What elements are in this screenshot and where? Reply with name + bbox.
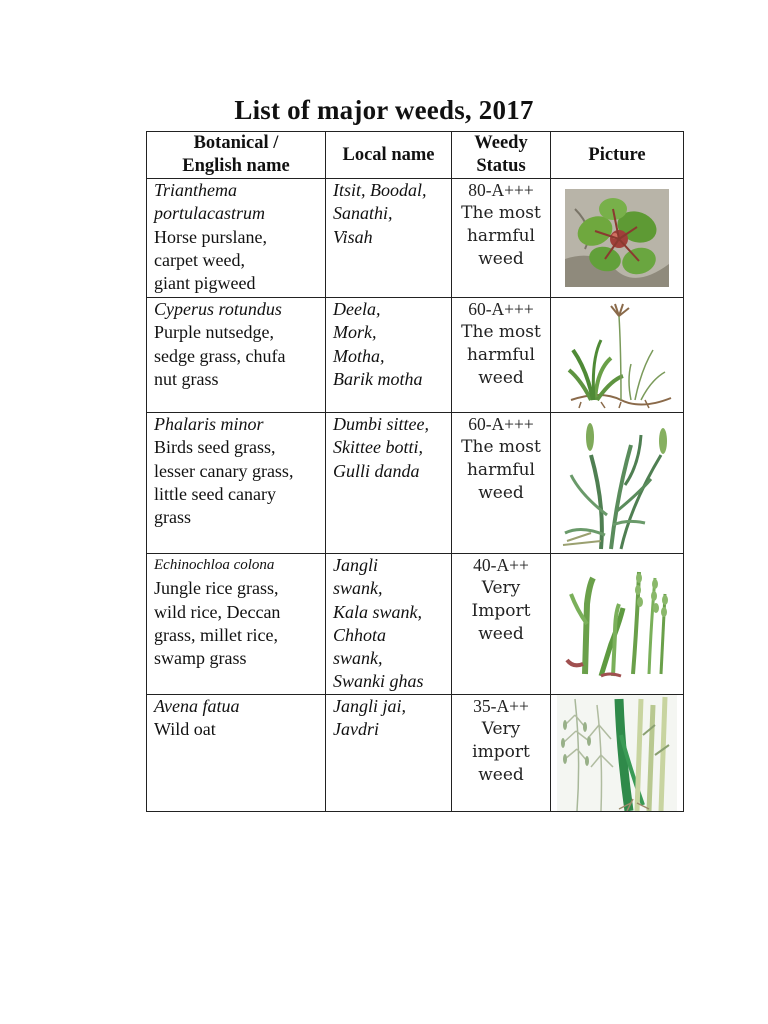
table-row: [147, 695, 684, 812]
english-name: Jungle rice grass,: [154, 578, 279, 599]
english-name: lesser canary grass,: [154, 460, 294, 481]
botanical-cell: [147, 695, 326, 812]
jungle-rice-plant-icon: [561, 564, 673, 684]
horse-purslane-plant-icon: [565, 189, 669, 287]
header-botanical-line1: Botanical /: [193, 133, 279, 153]
page-title: List of major weeds, 2017: [234, 95, 534, 125]
weeds-table: [146, 131, 684, 812]
local-name-cell: [326, 298, 452, 413]
status-desc: harmful: [466, 460, 535, 480]
table-header-row: [147, 132, 684, 179]
botanical-name: Trianthema portulacastrum: [154, 180, 266, 224]
english-name: little seed canary: [154, 483, 276, 504]
header-picture: Picture: [551, 132, 684, 179]
local-name: Chhota: [333, 624, 387, 645]
canary-grass-plant-icon: [561, 415, 673, 551]
local-name: Sanathi,: [333, 203, 393, 224]
picture-cell: [551, 298, 684, 413]
local-name: Jangli jai,: [333, 696, 406, 716]
table-row: [147, 413, 684, 554]
english-name: Birds seed grass,: [154, 437, 276, 458]
english-name: carpet weed,: [154, 249, 245, 270]
local-name: swank,: [333, 578, 383, 599]
local-name: Motha,: [333, 345, 385, 366]
english-name: nut grass: [154, 368, 219, 389]
status-desc: harmful: [466, 226, 535, 246]
local-name: Swanki ghas: [333, 671, 424, 692]
english-name: sedge grass, chufa: [154, 345, 286, 366]
status-code: 35-A++: [473, 696, 529, 716]
english-name: Horse purslane,: [154, 226, 267, 247]
status-desc: weed: [478, 624, 524, 644]
local-name: Visah: [333, 226, 373, 247]
status-desc: weed: [478, 765, 524, 785]
status-desc: Very: [481, 578, 521, 598]
status-desc: weed: [478, 368, 524, 388]
english-name: Wild oat: [154, 719, 216, 740]
table-row: [147, 554, 684, 695]
english-name: Purple nutsedge,: [154, 322, 274, 343]
header-botanical: [147, 132, 326, 179]
botanical-cell: [147, 554, 326, 695]
nutsedge-plant-icon: [561, 300, 673, 410]
wild-oat-plant-icon: [557, 695, 677, 811]
status-desc: Import: [471, 601, 531, 621]
status-desc: harmful: [466, 345, 535, 365]
botanical-name: Phalaris minor: [154, 414, 264, 434]
status-desc: The most: [461, 322, 541, 342]
status-cell: [452, 413, 551, 554]
botanical-cell: [147, 179, 326, 298]
table-row: [147, 298, 684, 413]
status-cell: [452, 695, 551, 812]
english-name: giant pigweed: [154, 273, 256, 294]
header-status: [452, 132, 551, 179]
picture-cell: [551, 554, 684, 695]
status-desc: Very: [481, 719, 521, 739]
status-desc: weed: [478, 483, 524, 503]
local-name-cell: [326, 695, 452, 812]
local-name: Gulli danda: [333, 460, 420, 481]
local-name: Deela,: [333, 299, 381, 319]
status-cell: [452, 554, 551, 695]
picture-cell: [551, 413, 684, 554]
picture-cell: [551, 179, 684, 298]
table-row: [147, 179, 684, 298]
local-name-cell: [326, 179, 452, 298]
local-name: Itsit, Boodal,: [333, 180, 427, 200]
local-name: Jangli: [333, 555, 378, 575]
header-status-line2: Status: [476, 156, 526, 176]
botanical-cell: [147, 413, 326, 554]
botanical-name: Echinochloa colona: [154, 557, 275, 573]
status-desc: The most: [461, 203, 541, 223]
botanical-cell: [147, 298, 326, 413]
english-name: wild rice, Deccan: [154, 601, 281, 622]
local-name-cell: [326, 413, 452, 554]
status-desc: The most: [461, 437, 541, 457]
status-code: 60-A+++: [468, 414, 534, 434]
english-name: swamp grass: [154, 648, 247, 669]
local-name-cell: [326, 554, 452, 695]
botanical-name: Cyperus rotundus: [154, 299, 282, 319]
local-name: Dumbi sittee,: [333, 414, 429, 434]
local-name: Mork,: [333, 322, 377, 343]
status-cell: [452, 179, 551, 298]
english-name: grass: [154, 507, 191, 528]
english-name: grass, millet rice,: [154, 624, 278, 645]
local-name: Skittee botti,: [333, 437, 423, 458]
status-code: 60-A+++: [468, 299, 534, 319]
status-desc: weed: [478, 249, 524, 269]
header-botanical-line2: English name: [182, 156, 290, 176]
header-status-line1: Weedy: [474, 133, 528, 153]
status-code: 80-A+++: [468, 180, 534, 200]
local-name: Javdri: [333, 719, 379, 740]
status-desc: import: [472, 742, 530, 762]
local-name: Kala swank,: [333, 601, 423, 622]
botanical-name: Avena fatua: [154, 696, 240, 716]
local-name: Barik motha: [333, 368, 423, 389]
header-local: Local name: [326, 132, 452, 179]
picture-cell: [551, 695, 684, 812]
status-code: 40-A++: [473, 555, 529, 575]
status-cell: [452, 298, 551, 413]
local-name: swank,: [333, 648, 383, 669]
